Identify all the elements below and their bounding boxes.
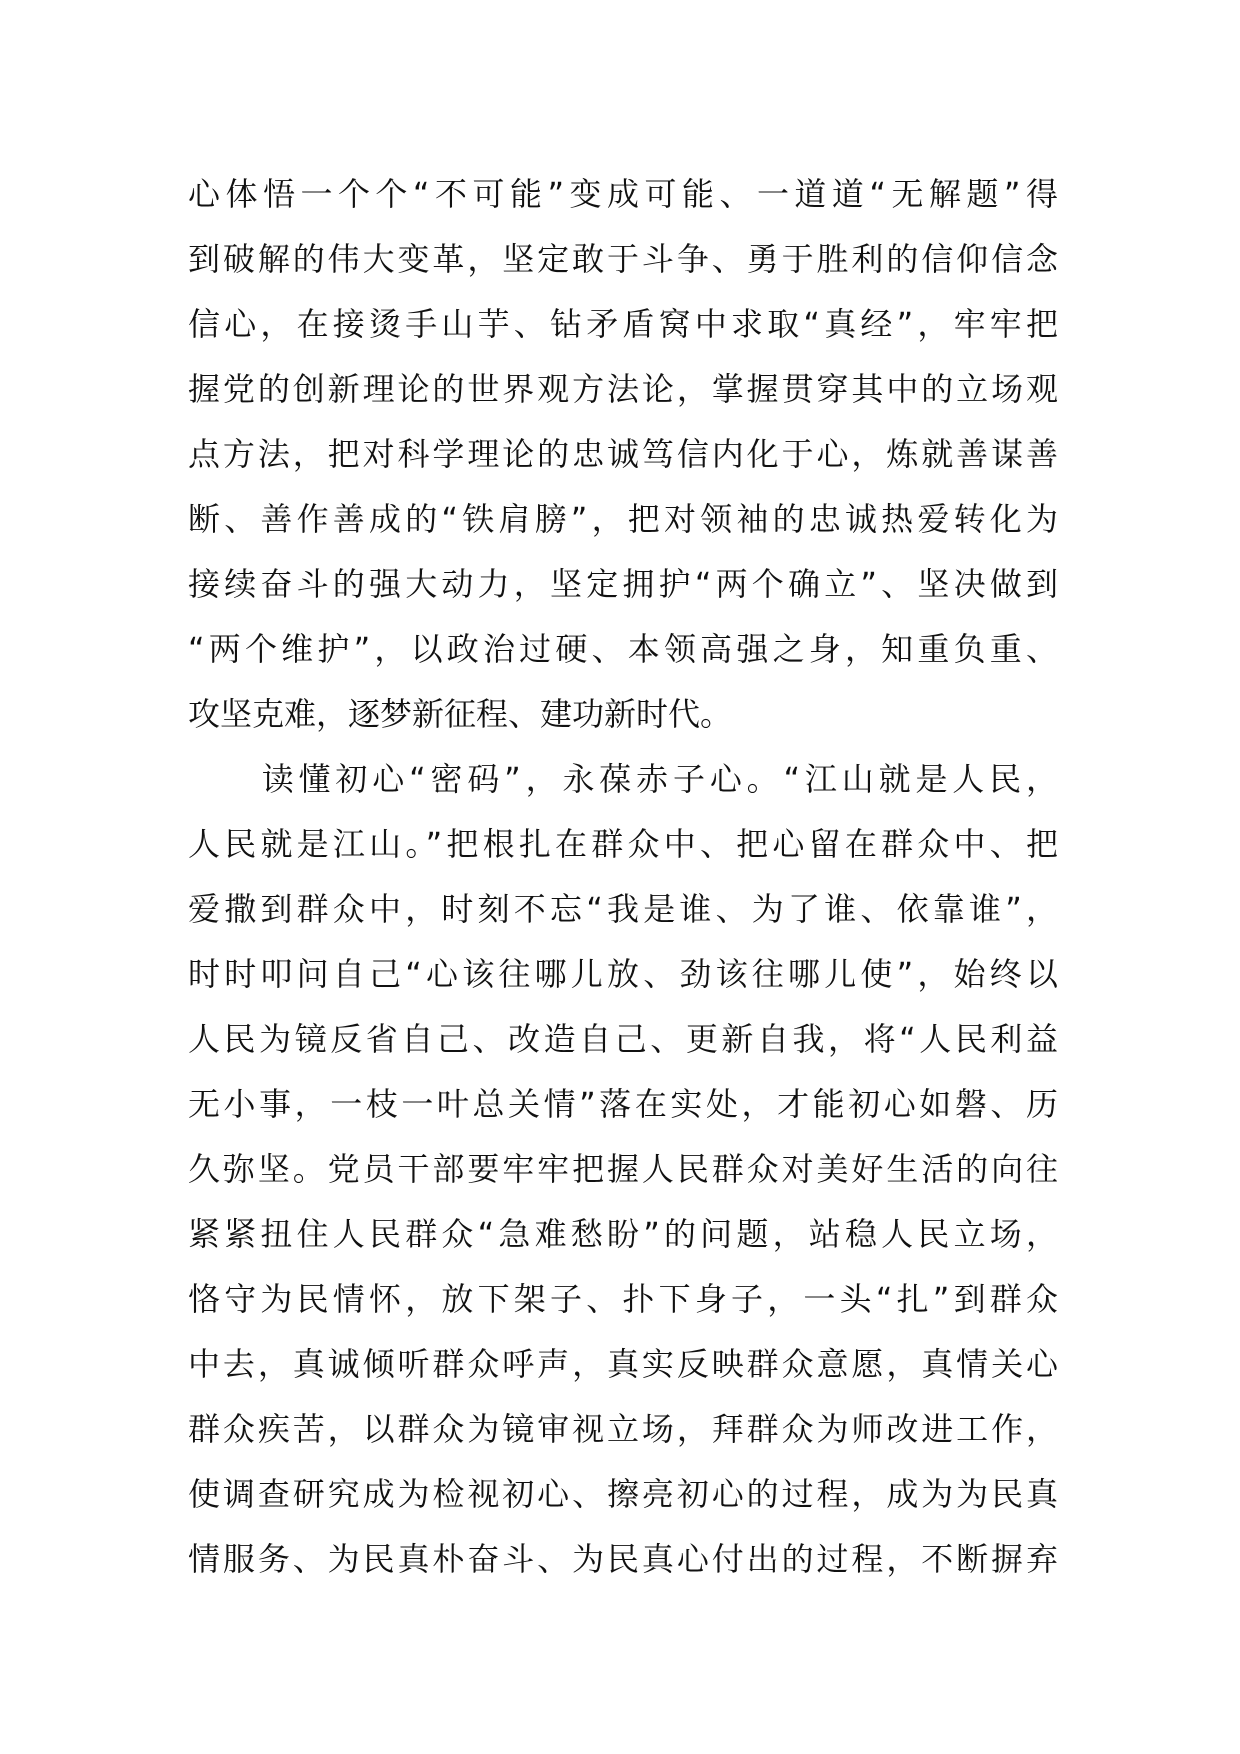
text-line: 人民为镜反省自己、改造自己、更新自我，将“人民利益: [188, 1020, 1058, 1058]
text-line: 到破解的伟大变革，坚定敢于斗争、勇于胜利的信仰信念: [188, 240, 1058, 278]
text-line: 紧紧扭住人民群众“急难愁盼”的问题，站稳人民立场，: [188, 1215, 1058, 1253]
text-line: 恪守为民情怀，放下架子、扑下身子，一头“扎”到群众: [188, 1280, 1058, 1318]
text-line: 心体悟一个个“不可能”变成可能、一道道“无解题”得: [188, 175, 1058, 213]
text-line: 点方法，把对科学理论的忠诚笃信内化于心，炼就善谋善: [188, 435, 1058, 473]
text-line: 人民就是江山。”把根扎在群众中、把心留在群众中、把: [188, 825, 1058, 863]
text-line: 使调查研究成为检视初心、擦亮初心的过程，成为为民真: [188, 1475, 1058, 1513]
text-line: 情服务、为民真朴奋斗、为民真心付出的过程，不断摒弃: [188, 1540, 1058, 1578]
paragraph-1: [188, 162, 1058, 747]
text-line: 接续奋斗的强大动力，坚定拥护“两个确立”、坚决做到: [188, 565, 1058, 603]
text-line: 时时叩问自己“心该往哪儿放、劲该往哪儿使”，始终以: [188, 955, 1058, 993]
text-line: 无小事，一枝一叶总关情”落在实处，才能初心如磐、历: [188, 1085, 1058, 1123]
paragraph-2: [188, 747, 1058, 1592]
text-line: 握党的创新理论的世界观方法论，掌握贯穿其中的立场观: [188, 370, 1058, 408]
text-line: 信心，在接烫手山芋、钻矛盾窝中求取“真经”，牢牢把: [188, 305, 1058, 343]
text-line: 断、善作善成的“铁肩膀”，把对领袖的忠诚热爱转化为: [188, 500, 1058, 538]
text-line: 中去，真诚倾听群众呼声，真实反映群众意愿，真情关心: [188, 1345, 1058, 1383]
text-line: “两个维护”，以政治过硬、本领高强之身，知重负重、: [188, 630, 1058, 668]
text-line: 群众疾苦，以群众为镜审视立场，拜群众为师改进工作，: [188, 1410, 1058, 1448]
text-line: 攻坚克难，逐梦新征程、建功新时代。: [188, 695, 733, 733]
text-line: 久弥坚。党员干部要牢牢把握人民群众对美好生活的向往: [188, 1150, 1058, 1188]
text-line: 爱撒到群众中，时刻不忘“我是谁、为了谁、依靠谁”，: [188, 890, 1058, 928]
text-line: 读懂初心“密码”，永葆赤子心。“江山就是人民，: [188, 760, 1058, 798]
body-text: [188, 162, 1058, 1592]
